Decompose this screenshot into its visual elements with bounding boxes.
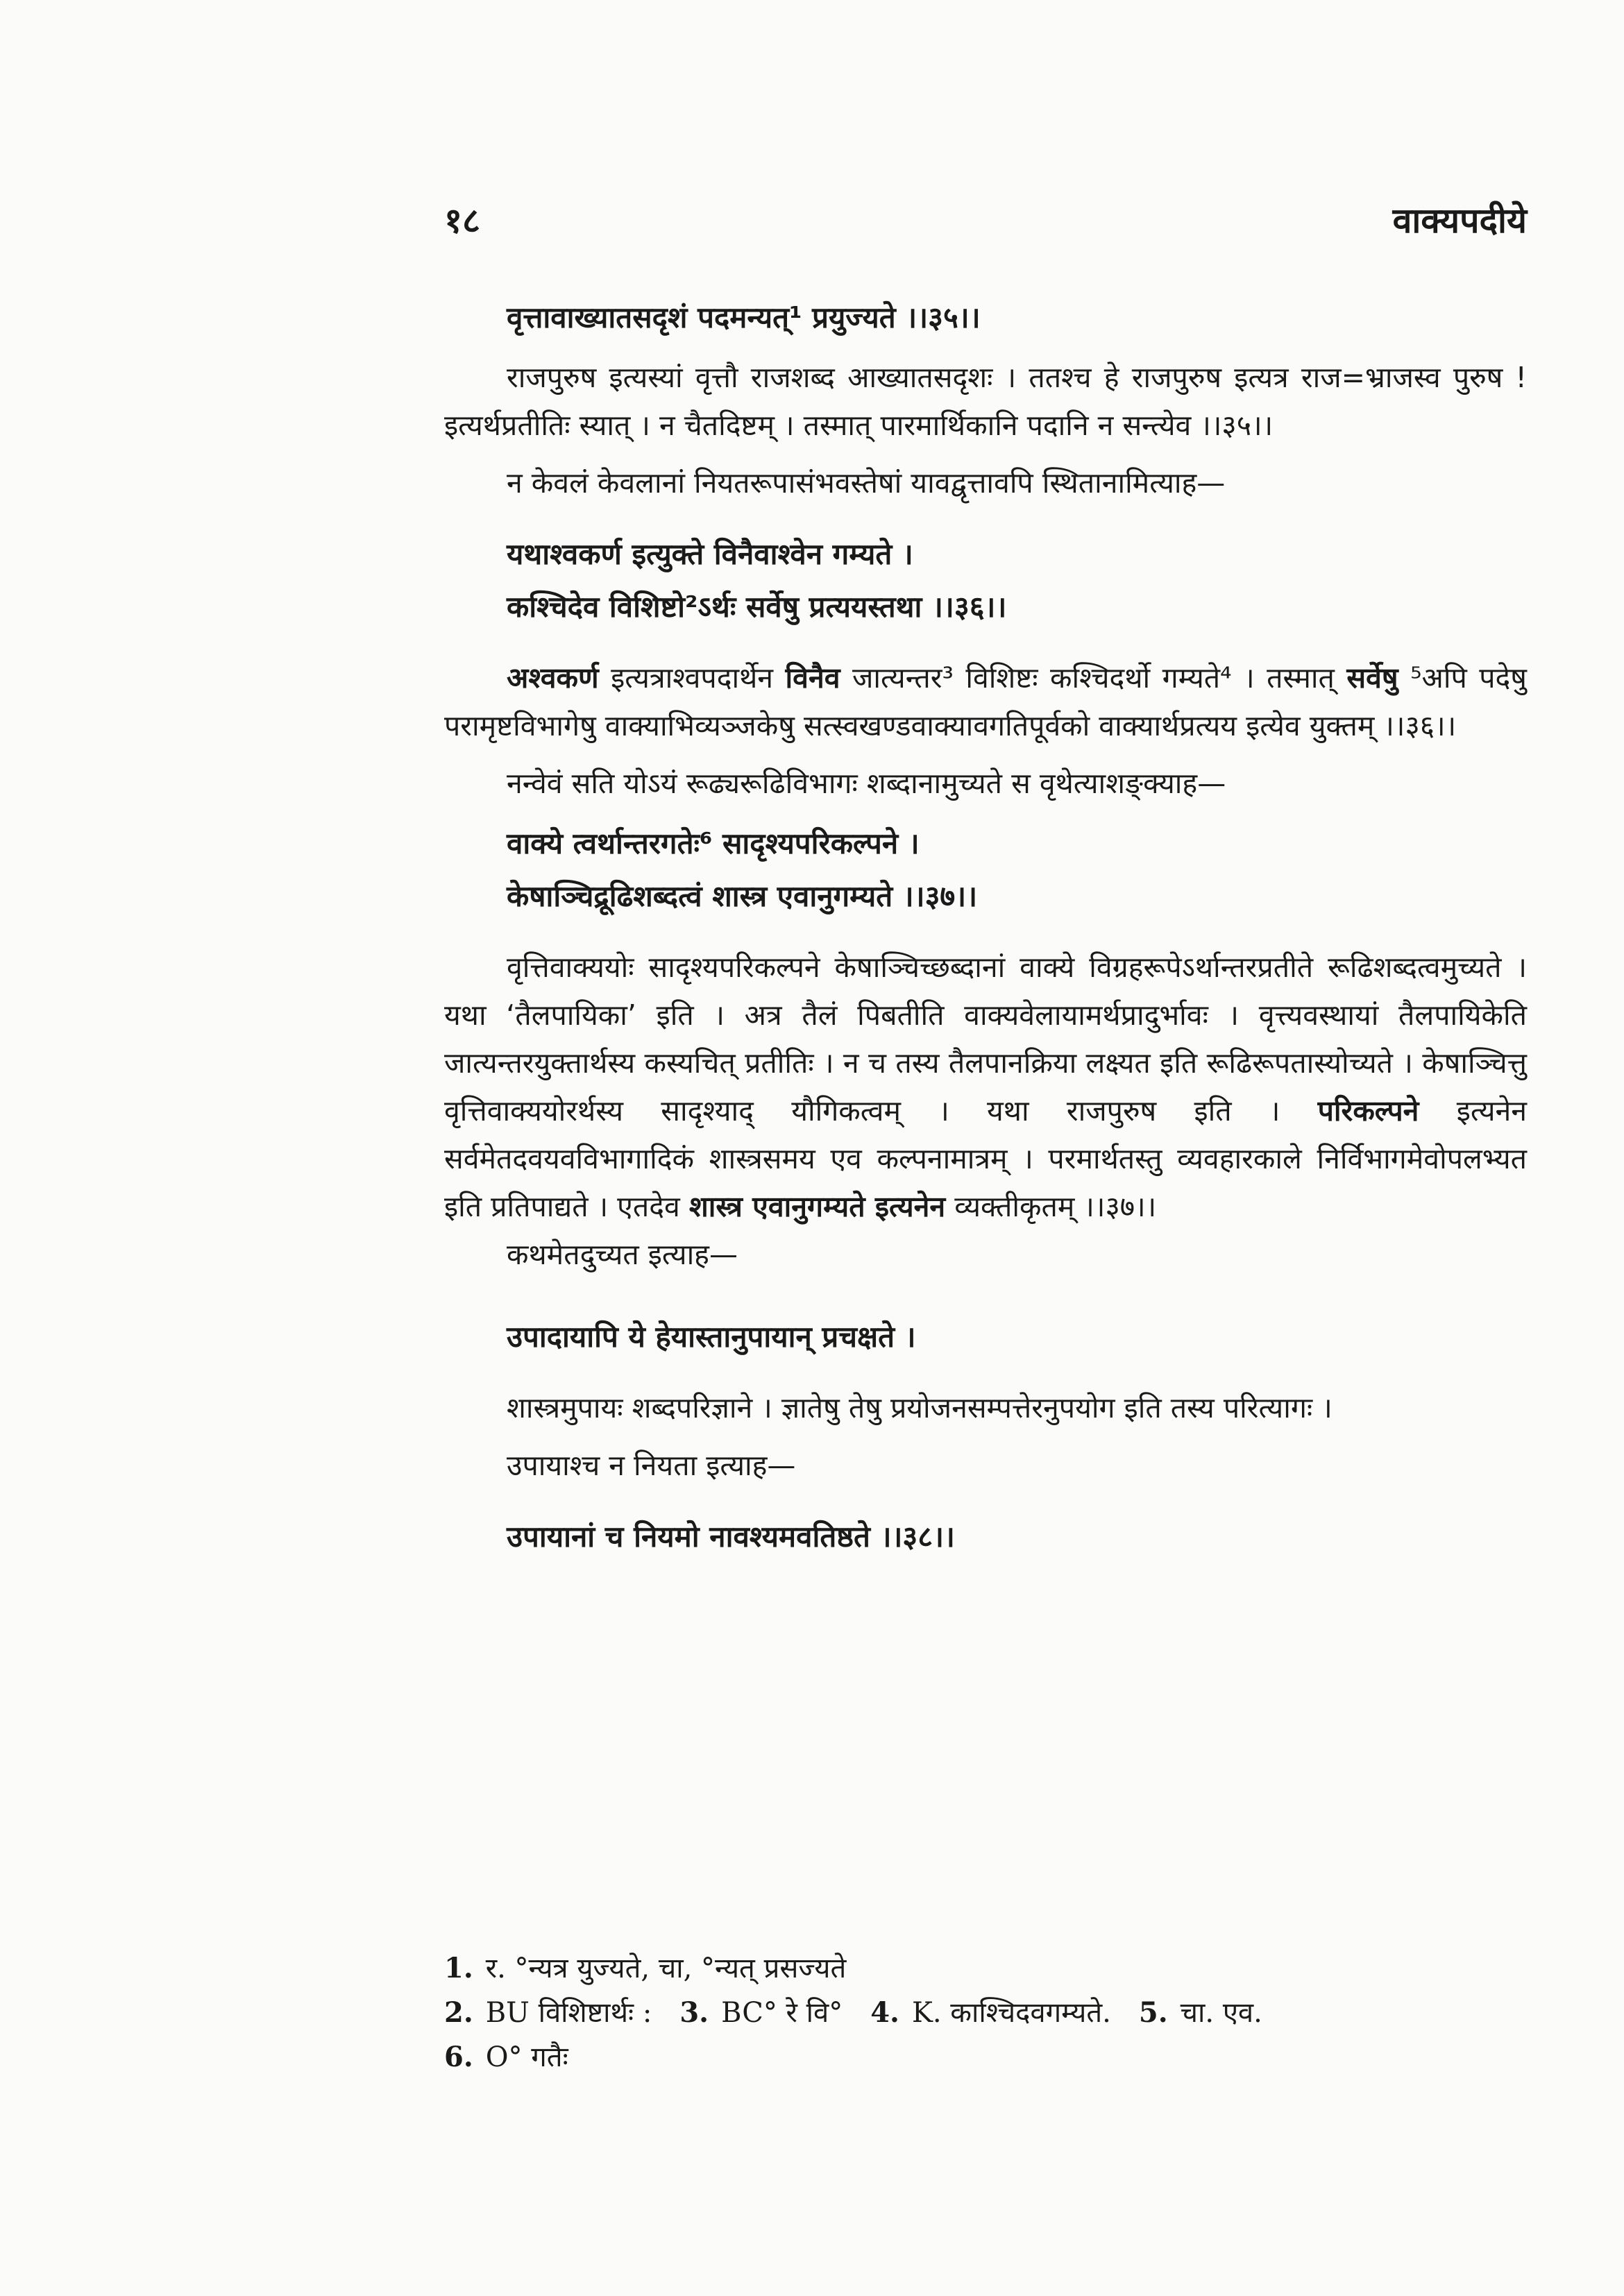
karika-verse: उपादायापि ये हेयास्तानुपायान् प्रचक्षते । (507, 1320, 916, 1354)
transition-line: कथमेतदुच्यत इत्याह— (507, 1238, 738, 1271)
bold-term: परिकल्पने (1317, 1094, 1419, 1128)
bold-term: विनैव (785, 661, 840, 695)
karika-verse: यथाश्वकर्ण इत्युक्ते विनैवाश्वेन गम्यते । (507, 537, 913, 571)
spacer (444, 344, 1527, 354)
footnote-item (444, 1997, 652, 2029)
spacer (444, 1432, 1527, 1442)
page-number: १८ (444, 201, 480, 241)
footnotes (444, 1946, 1527, 2080)
footnote-item (870, 1997, 1111, 2029)
footnote-number: 1. (444, 1952, 473, 1984)
karika-verse: वाक्ये त्वर्थान्तरगतेः⁶ सादृश्यपरिकल्पने । (507, 826, 920, 860)
karika-verse: उपायानां च नियमो नावश्यमवतिष्ठते ।।३८।। (507, 1520, 955, 1554)
commentary-paragraph (444, 760, 1527, 808)
karika-verse: कश्चिदेव विशिष्टो²ऽर्थः सर्वेषु प्रत्ययस्तथा ।।३६।। (507, 590, 1007, 624)
footnote-item (679, 1997, 843, 2029)
footnote-number: 5. (1138, 1996, 1168, 2029)
bold-term: शास्त्र एवानुगम्यते इत्यनेन (688, 1190, 946, 1223)
text-run: उपायाश्च न नियता इत्याह— (507, 1449, 796, 1482)
footnote-line (444, 1946, 1527, 1991)
commentary-paragraph (444, 944, 1527, 1231)
commentary-paragraph (444, 1384, 1527, 1432)
commentary-paragraph (444, 354, 1527, 450)
footnote-text: BU विशिष्टार्थः : (485, 1997, 652, 2029)
footnote-text: चा. एव. (1180, 1997, 1262, 2029)
text-run: नन्वेवं सति योऽयं रूढ्यरूढिविभागः शब्दानामुच्यते स वृथेत्याशङ्क्याह— (507, 767, 1226, 800)
spacer (444, 507, 1527, 528)
spacer (444, 1490, 1527, 1511)
spacer (444, 1363, 1527, 1384)
page-header (444, 196, 1527, 251)
footnote-number: 4. (870, 1996, 899, 2029)
text-run: न केवलं केवलानां नियतरूपासंभवस्तेषां यावद्वृत्तावपि स्थितानामित्याह— (507, 466, 1226, 500)
running-head: वाक्यपदीये (1392, 201, 1527, 241)
text-run: शास्त्रमुपायः शब्दपरिज्ञाने । ज्ञातेषु तेषु प्रयोजनसम्पत्तेरनुपयोग इति तस्य परित्यागः । (507, 1391, 1333, 1425)
spacer (444, 1279, 1527, 1311)
spacer (444, 808, 1527, 817)
footnote-item (444, 1953, 846, 1984)
footnote-text: र. °न्यत्र युज्यते, चा, °न्यत् प्रसज्यते (485, 1953, 847, 1984)
karika-verse: वृत्तावाख्यातसदृशं पदमन्यत्¹ प्रयुज्यते ।।३५।। (507, 300, 981, 334)
commentary-paragraph (444, 654, 1527, 750)
spacer (444, 923, 1527, 944)
bold-term: सर्वेषु (1346, 661, 1398, 695)
footnote-text: BC° रे वि° (721, 1997, 843, 2029)
footnote-line (444, 1991, 1527, 2035)
footnote-number: 6. (444, 2041, 473, 2073)
text-run: राजपुरुष इत्यस्यां वृत्तौ राजशब्द आख्यातसदृशः । ततश्च हे राजपुरुष इत्यत्र राज=भ्राजस्व पुरुष ! इत्यर्थप्रतीतिः स्यात् । न चैतदिष्टम् । तस्मात् पारमार्थिकानि पदानि न सन्त्येव ।।३५।। (444, 361, 1527, 442)
text-run: व्यक्तीकृतम् ।।३७।। (945, 1190, 1157, 1223)
bold-term: अश्वकर्ण (507, 661, 599, 695)
karika-verse: केषाञ्चिद्रूढिशब्दत्वं शास्त्र एवानुगम्यते ।।३७।। (507, 879, 978, 913)
commentary-paragraph (444, 1442, 1527, 1490)
footnote-line (444, 2035, 1527, 2080)
footnote-number: 2. (444, 1996, 473, 2029)
text-run: इत्यनेन सर्वमेतदवयवविभागादिकं शास्त्रसमय एव कल्पनामात्रम् । परमार्थतस्तु व्यवहारकाले निर्विभागमेवोपलभ्यत इति प्रतिपाद्यते । एतदेव (444, 1094, 1528, 1223)
commentary-paragraph (444, 459, 1527, 507)
spacer (444, 450, 1527, 459)
text-run: ⁵अपि पदेषु परामृष्टविभागेषु वाक्याभिव्यञ्जकेषु सत्स्वखण्डवाक्यावगतिपूर्वको वाक्यार्थप्रत्यय इत्येव युक्तम् ।।३६।। (444, 661, 1527, 742)
text-run: वृत्तिवाक्ययोः सादृश्यपरिकल्पने केषाञ्चिच्छब्दानां वाक्ये विग्रहरूपेऽर्थान्तरप्रतीते रूढिशब्दत्वमुच्यते । यथा ‘तैलपायिका’ इति । अत्र तैलं पिबतीति वाक्यवेलायामर्थप्रादुर्भावः । वृत्त्यवस्थायां तैलपायिकेति जात्यन्तरयुक्तार्थस्य कस्यचित् प्रतीतिः । न च तस्य तैलपानक्रिया लक्ष्यत इति रूढिरूपतास्योच्यते । केषाञ्चित्तु वृत्तिवाक्ययोरर्थस्य सादृश्याद् यौगिकत्वम् । यथा राजपुरुष इति । (444, 951, 1527, 1128)
footnote-number: 3. (679, 1996, 709, 2029)
footnote-text: O° गतैः (485, 2041, 568, 2073)
footnote-item (1139, 1997, 1262, 2029)
spacer (444, 750, 1527, 760)
text-run: इत्यत्राश्वपदार्थेन (598, 661, 786, 695)
spacer (444, 633, 1527, 654)
footnote-item (444, 2041, 568, 2073)
text-run: जात्यन्तर³ विशिष्टः कश्चिदर्थो गम्यते⁴ । तस्मात् (840, 661, 1347, 695)
main-text (444, 291, 1527, 1563)
footnote-text: K. काश्चिदवगम्यते. (911, 1997, 1111, 2029)
